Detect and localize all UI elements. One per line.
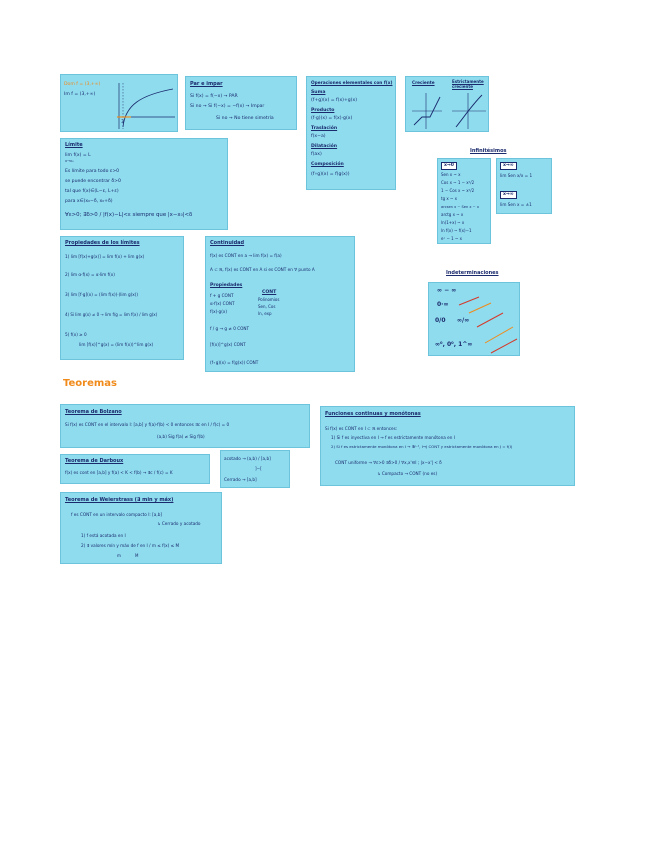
fm-line-4: CONT uniforme → ∀ε>0 ∃δ>0 / ∀x,x'∈I ; |x−x'| < δ (335, 460, 442, 465)
fm-line-1: Si f(x) es CONT en I ⊂ ℝ entonces: (325, 426, 398, 431)
weierstrass-line-4: 2) ∃ valores mín y máx de f en I / m ≤ f(x) ≤ M (81, 543, 180, 548)
limite-line-1: lim f(x) = L (65, 153, 91, 158)
producto-title: Producto (311, 108, 335, 113)
propiedades-subtitle: Propiedades (210, 283, 243, 288)
limite-card (60, 138, 228, 230)
par-impar-card (185, 76, 297, 130)
impar-line: Si no → Si f(−x) = −f(x) → Impar (190, 104, 265, 109)
composicion-title: Composición (311, 162, 344, 167)
cerrado-line: Cerrado → [a,b] (224, 477, 257, 482)
monotonia-graphs (406, 77, 489, 132)
limit-sen-x: lim Sen x = ±1 (500, 202, 532, 207)
operaciones-card (306, 76, 396, 190)
prop-line-3: 3) lim [f·g](x) = (lim f(x))·(lim g(x)) (65, 292, 138, 297)
continuidad-title: Continuidad (210, 240, 245, 246)
funciones-monotonas-card (320, 406, 575, 486)
weierstrass-line-3: 1) f está acotada en I (81, 533, 126, 538)
darboux-card (60, 454, 210, 484)
prop-line-1: 1) lim [f(x)+g(x)] = lim f(x) + lim g(x) (65, 254, 145, 259)
inf-item-2: Cos x ~ 1 − x²/2 (441, 180, 475, 185)
limit-sen-x-over-x: lim Sen x/x = 1 (500, 173, 533, 178)
cont-col2-1: Polinomios (258, 297, 280, 302)
inf-item-8: ln f(x) ~ f(x)−1 (441, 228, 472, 233)
estrictamente-label: Estrictamente creciente (452, 79, 484, 89)
cont-col2-2: Sen, Cos (258, 304, 276, 309)
producto-formula: (f·g)(x) = f(x)·g(x) (311, 116, 353, 121)
monotonia-card (405, 76, 489, 132)
infinitesimos-title: Infinitésimos (470, 148, 507, 154)
x-to-0-box: x→0 (441, 162, 457, 170)
composicion-formula: (f∘g)(x) = f(g(x)) (311, 172, 350, 177)
function-graph (61, 75, 178, 132)
prop-line-5: 5) f(x) ≥ 0 (65, 332, 87, 337)
weierstrass-title: Teorema de Weierstrass (∃ min y máx) (65, 497, 174, 503)
indeterminaciones-card (428, 282, 520, 356)
weierstrass-sub-m: m (117, 553, 121, 558)
traslacion-title: Traslación (311, 126, 338, 131)
propiedades-card (60, 236, 184, 360)
infinitesimos-list-card (437, 158, 491, 244)
continuidad-line-5: (f∘g)(x) = f(g(x)) CONT (210, 360, 259, 365)
graph-card (60, 74, 178, 132)
fm-line-3: 2) Si f es estrictamente monótona en I → ∃f⁻¹, I→J CONT y estrictamente monótona en J = f(I) (331, 444, 513, 449)
prop-line-4: 4) Si lim g(x) ≠ 0 → lim f/g = lim f(x) / lim g(x) (65, 312, 158, 317)
limite-title: Límite (65, 142, 83, 148)
weierstrass-line-2: ↳ Cerrado y acotado (157, 521, 201, 526)
indet-zero-times-inf: 0·∞ (437, 301, 449, 308)
fm-line-5: ↳ Compacto → CONT (no es) (377, 471, 438, 476)
indet-powers: ∞⁰, 0⁰, 1^∞ (435, 341, 473, 348)
cont-col2-3: ln, exp (258, 311, 272, 316)
infinitesimos-limits-card (496, 158, 552, 214)
weierstrass-sub-M: M (135, 553, 139, 558)
intervalo-mid: ]−[ (255, 466, 262, 471)
inf-item-3: 1 − Cos x ~ x²/2 (441, 188, 475, 193)
continuidad-card (205, 236, 355, 372)
dom-label: Dom f = (3,+∞) (64, 82, 101, 87)
prop-line-2: 2) lim α·f(x) = α·lim f(x) (65, 272, 115, 277)
creciente-label: Creciente (412, 80, 435, 85)
limite-line-5: tal que f(x)∈(L−ε, L+ε) (65, 189, 119, 194)
operaciones-title: Operaciones elementales con f(x) (311, 81, 393, 86)
x-to-inf-box-2: x→∞ (500, 191, 517, 199)
limite-line-4: se puede encontrar δ>0 (65, 179, 121, 184)
darboux-title: Teorema de Darboux (65, 458, 124, 464)
continuidad-line-2: A ⊂ ℝ, f(x) es CONT en A si es CONT en ∀ punto A (210, 267, 315, 272)
dilatacion-formula: f(ax) (311, 152, 322, 157)
inf-item-7: ln(1+x) ~ x (441, 220, 465, 225)
suma-formula: (f+g)(x) = f(x)+g(x) (311, 98, 358, 103)
limite-line-2: x→x₀ (65, 159, 74, 163)
x-to-inf-box-1: x→∞ (500, 162, 517, 170)
prop-line-6: lim [f(x)]^g(x) = (lim f(x))^lim g(x) (79, 342, 154, 347)
darboux-line-1: f(x) es cont en [a,b] y f(a) < K < f(b) → ∃c / f(c) = K (65, 470, 173, 475)
continuidad-line-1: f(x) es CONT en a → lim f(x) = f(a) (210, 253, 282, 258)
propiedades-title: Propiedades de los límites (65, 240, 140, 246)
cont-prop-1: f + g CONT (210, 293, 234, 298)
bolzano-title: Teorema de Bolzano (65, 409, 122, 415)
inf-item-9: eˣ − 1 ~ x (441, 236, 462, 241)
inf-item-4: tg x ~ x (441, 196, 458, 201)
intervalos-card (220, 450, 290, 488)
im-label: Im f = (3,+∞) (64, 92, 96, 97)
par-impar-title: Par e impar (190, 81, 223, 87)
bolzano-card (60, 404, 310, 448)
inf-item-5: arcsen x ~ Sen x ~ x (441, 205, 479, 209)
indeterminaciones-title: Indeterminaciones (446, 270, 499, 276)
inf-item-1: Sen x ~ x (441, 172, 461, 177)
cont-col2-title: CONT (262, 290, 277, 295)
bolzano-line-1: Si f(x) es CONT en el intervalo I: [a,b] y f(a)·f(b) < 0 entonces ∃c en I / f(c) = 0 (65, 422, 230, 427)
traslacion-formula: f(x−a) (311, 134, 326, 139)
suma-title: Suma (311, 90, 326, 95)
cont-prop-2: α·f(x) CONT (210, 301, 235, 306)
limite-line-7: ∀ε>0; ∃δ>0 / |f(x)−L|<ε siempre que |x−x₀|<δ (65, 212, 193, 218)
weierstrass-card (60, 492, 222, 564)
indet-inf-over-inf: ∞/∞ (457, 317, 470, 324)
continuidad-line-4: [f(x)]^g(x) CONT (210, 342, 246, 347)
dilatacion-title: Dilatación (311, 144, 338, 149)
indet-inf-minus-inf: ∞ − ∞ (437, 287, 457, 294)
limite-line-6: para x∈(x₀−δ, x₀+δ) (65, 199, 113, 204)
par-line: Si f(x) = f(−x) → PAR (190, 94, 238, 99)
bolzano-line-2: (a,b) Sig f(a) ≠ Sig f(b) (157, 434, 205, 439)
funciones-monotonas-title: Funciones continuas y monótonas (325, 411, 421, 417)
cont-prop-3: f(x)·g(x) (210, 309, 227, 314)
acotado-line: acotado → (a,b) / [a,b] (224, 456, 271, 461)
weierstrass-line-1: f es CONT en un intervalo compacto I: [a,b] (71, 512, 162, 517)
indet-zero-over-zero: 0/0 (435, 317, 446, 324)
teoremas-heading: Teoremas (63, 378, 117, 389)
inf-item-6: arctg x ~ x (441, 212, 464, 217)
fm-line-2: 1) Si f es inyectiva en I → f es estrictamente monótona en I (331, 435, 455, 440)
continuidad-line-3: f / g → g ≠ 0 CONT (210, 326, 250, 331)
simetria-line: Si no → No tiene simetría (216, 116, 274, 121)
tick-label: 3 (121, 120, 124, 125)
limite-line-3: Es límite para todo ε>0 (65, 169, 120, 174)
